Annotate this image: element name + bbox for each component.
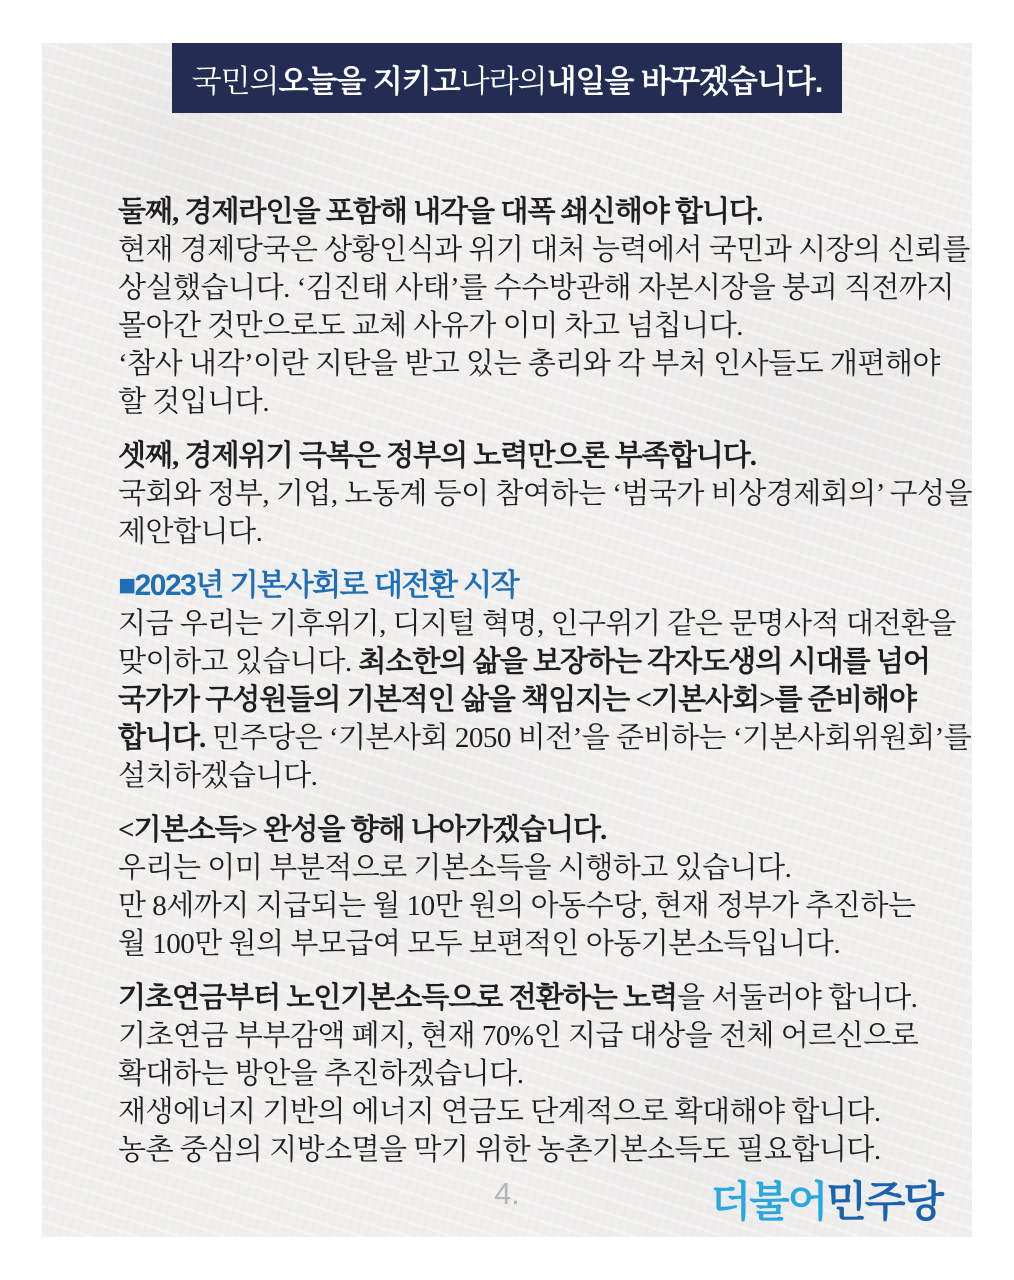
paragraph xyxy=(118,437,973,551)
text-segment: 맞이하고 있습니다. xyxy=(118,646,359,678)
paragraph xyxy=(118,193,970,421)
text-segment: <기본소득> 완성을 향해 나아가겠습니다. xyxy=(118,814,607,846)
text-segment: 우리는 이미 부분적으로 기본소득을 시행하고 있습니다. xyxy=(118,852,792,884)
text-line xyxy=(118,269,958,307)
text-segment: 둘째, 경제라인을 포함해 내각을 대폭 쇄신해야 합니다. xyxy=(118,196,763,228)
text-segment: 할 것입니다. xyxy=(118,386,270,418)
text-segment: 국민의 xyxy=(191,63,279,99)
text-segment: 만 8세까지 지급되는 월 10만 원의 아동수당, 현재 정부가 추진하는 xyxy=(118,890,916,922)
text-line xyxy=(118,193,958,231)
text-segment: 기초연금부터 노인기본소득으로 전환하는 노력 xyxy=(118,982,678,1014)
text-segment: ‘참사 내각’이란 지탄을 받고 있는 총리와 각 부처 인사들도 개편해야 xyxy=(118,348,940,380)
text-segment: 현재 경제당국은 상황인식과 위기 대처 능력에서 국민과 시장의 신뢰를 xyxy=(118,234,970,266)
text-line xyxy=(118,643,958,681)
text-segment: 상실했습니다. ‘김진태 사태’를 수수방관해 자본시장을 붕괴 직전까지 xyxy=(118,272,954,304)
text-segment: 지금 우리는 기후위기, 디지털 혁명, 인구위기 같은 문명사적 대전환을 xyxy=(118,608,956,640)
text-segment: 최소한의 삶을 보장하는 각자도생의 시대를 넘어 xyxy=(358,646,930,678)
text-line xyxy=(118,925,958,963)
party-logo-text-light: 더불어 xyxy=(710,1178,827,1225)
party-logo-text-dark: 민주당 xyxy=(826,1178,942,1225)
text-line xyxy=(118,307,958,345)
text-line xyxy=(118,979,958,1017)
text-segment: 기초연금 부부감액 폐지, 현재 70%인 지급 대상을 전체 어르신으로 xyxy=(118,1020,919,1052)
text-segment: 몰아간 것만으로도 교체 사유가 이미 차고 넘칩니다. xyxy=(118,310,744,342)
text-line xyxy=(118,719,972,757)
header-banner xyxy=(172,43,842,113)
text-segment: ■2023년 기본사회로 대전환 시작 xyxy=(118,569,519,602)
text-segment: 국가가 구성원들의 기본적인 삶을 책임지는 <기본사회>를 준비해야 xyxy=(118,684,916,716)
text-segment: 민주당은 ‘기본사회 2050 비전’을 준비하는 ‘기본사회위원회’를 xyxy=(205,722,972,754)
paragraph xyxy=(118,979,958,1169)
text-line xyxy=(118,1017,958,1055)
text-line xyxy=(118,681,958,719)
text-line xyxy=(118,887,958,925)
text-line xyxy=(118,513,958,551)
text-segment: 나라의 xyxy=(459,63,547,99)
text-line xyxy=(118,605,958,643)
text-line xyxy=(118,345,958,383)
text-line xyxy=(118,757,958,795)
text-segment: 오늘을 지키고 xyxy=(278,63,460,99)
text-segment: 재생에너지 기반의 에너지 연금도 단계적으로 확대해야 합니다. xyxy=(118,1096,881,1128)
text-line xyxy=(118,567,958,605)
text-segment: 을 서둘러야 합니다. xyxy=(677,982,918,1014)
text-segment: 합니다. xyxy=(118,722,206,754)
text-segment: 국회와 정부, 기업, 노동계 등이 참여하는 ‘범국가 비상경제회의’ 구성을 xyxy=(118,478,973,510)
document-page xyxy=(42,43,972,1237)
text-segment: 셋째, 경제위기 극복은 정부의 노력만으론 부족합니다. xyxy=(118,440,757,472)
text-segment: 확대하는 방안을 추진하겠습니다. xyxy=(118,1058,524,1090)
page-number: 4. xyxy=(494,1176,520,1211)
text-line xyxy=(118,475,973,513)
text-line xyxy=(118,383,958,421)
text-segment: 월 100만 원의 부모급여 모두 보편적인 아동기본소득입니다. xyxy=(118,928,841,960)
text-line xyxy=(118,811,958,849)
text-line xyxy=(118,1093,958,1131)
paragraph xyxy=(118,567,972,795)
text-line xyxy=(118,437,958,475)
body-text xyxy=(118,193,973,1185)
text-line xyxy=(118,231,970,269)
text-line xyxy=(118,849,958,887)
text-segment: 내일을 바꾸겠습니다. xyxy=(546,63,823,99)
text-segment: 농촌 중심의 지방소멸을 막기 위한 농촌기본소득도 필요합니다. xyxy=(118,1134,881,1166)
text-segment: 설치하겠습니다. xyxy=(118,760,318,792)
text-segment: 제안합니다. xyxy=(118,516,263,548)
paragraph xyxy=(118,811,958,963)
text-line xyxy=(118,1055,958,1093)
party-logo xyxy=(711,1169,942,1229)
text-line xyxy=(118,1131,958,1169)
